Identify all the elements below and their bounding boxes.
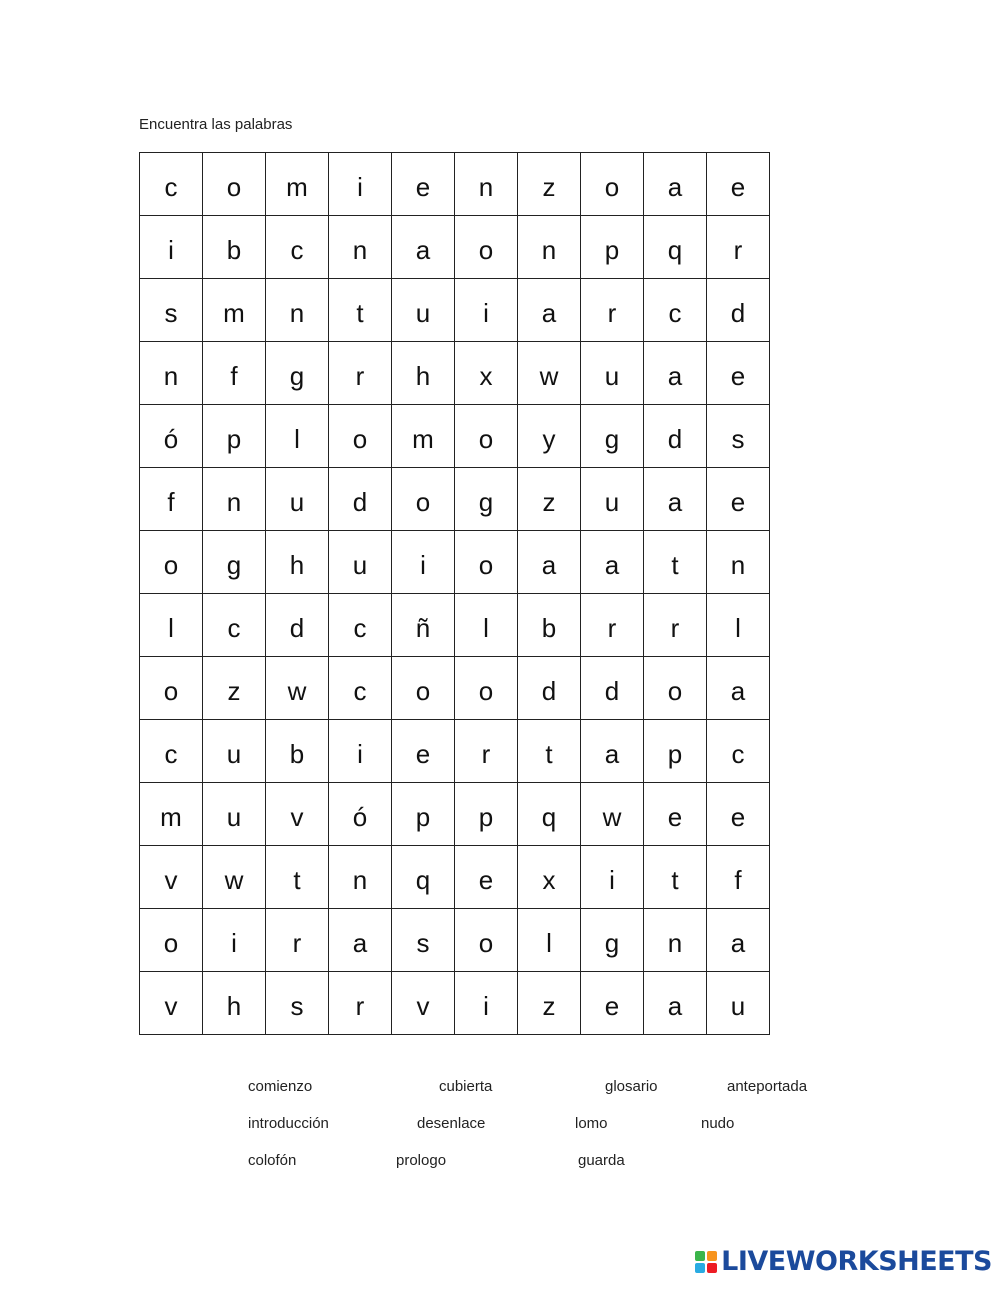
grid-cell[interactable]: c bbox=[329, 594, 392, 657]
word-item: colofón bbox=[248, 1152, 297, 1169]
grid-cell[interactable]: c bbox=[644, 279, 707, 342]
grid-row bbox=[140, 720, 770, 783]
grid-cell[interactable]: ñ bbox=[392, 594, 455, 657]
grid-cell[interactable]: d bbox=[644, 405, 707, 468]
grid-cell[interactable]: e bbox=[707, 468, 770, 531]
grid-cell[interactable]: o bbox=[140, 657, 203, 720]
grid-cell[interactable]: c bbox=[329, 657, 392, 720]
grid-cell[interactable]: g bbox=[455, 468, 518, 531]
grid-cell[interactable]: r bbox=[329, 972, 392, 1035]
grid-cell[interactable]: b bbox=[203, 216, 266, 279]
grid-cell[interactable]: a bbox=[707, 657, 770, 720]
grid-cell[interactable]: n bbox=[266, 279, 329, 342]
grid-cell[interactable]: p bbox=[581, 216, 644, 279]
grid-cell[interactable]: e bbox=[581, 972, 644, 1035]
grid-row bbox=[140, 594, 770, 657]
grid-cell[interactable]: i bbox=[392, 531, 455, 594]
grid-cell[interactable]: u bbox=[329, 531, 392, 594]
grid-cell[interactable]: g bbox=[581, 405, 644, 468]
grid-row bbox=[140, 909, 770, 972]
grid-cell[interactable]: m bbox=[203, 279, 266, 342]
word-item: nudo bbox=[701, 1115, 735, 1132]
grid-cell[interactable]: q bbox=[644, 216, 707, 279]
grid-cell[interactable]: e bbox=[392, 720, 455, 783]
grid-cell[interactable]: d bbox=[518, 657, 581, 720]
grid-cell[interactable]: i bbox=[455, 972, 518, 1035]
grid-cell[interactable]: n bbox=[518, 216, 581, 279]
grid-cell[interactable]: e bbox=[644, 783, 707, 846]
grid-cell[interactable]: w bbox=[581, 783, 644, 846]
grid-cell[interactable]: o bbox=[581, 153, 644, 216]
grid-cell[interactable]: b bbox=[518, 594, 581, 657]
grid-cell[interactable]: h bbox=[203, 972, 266, 1035]
grid-cell[interactable]: v bbox=[392, 972, 455, 1035]
grid-cell[interactable]: z bbox=[518, 972, 581, 1035]
grid-row bbox=[140, 972, 770, 1035]
grid-cell[interactable]: i bbox=[203, 909, 266, 972]
grid-cell[interactable]: i bbox=[140, 216, 203, 279]
grid-row bbox=[140, 468, 770, 531]
grid-cell[interactable]: p bbox=[455, 783, 518, 846]
grid-cell[interactable]: t bbox=[518, 720, 581, 783]
grid-cell[interactable]: x bbox=[518, 846, 581, 909]
grid-cell[interactable]: s bbox=[392, 909, 455, 972]
grid-cell[interactable]: u bbox=[203, 783, 266, 846]
grid-cell[interactable]: a bbox=[518, 279, 581, 342]
word-item: guarda bbox=[578, 1152, 625, 1169]
grid-cell[interactable]: m bbox=[266, 153, 329, 216]
grid-row bbox=[140, 531, 770, 594]
grid-cell[interactable]: e bbox=[707, 342, 770, 405]
grid-cell[interactable]: o bbox=[455, 216, 518, 279]
grid-cell[interactable]: i bbox=[329, 153, 392, 216]
grid-cell[interactable]: c bbox=[140, 720, 203, 783]
grid-cell[interactable]: u bbox=[203, 720, 266, 783]
grid-cell[interactable]: o bbox=[644, 657, 707, 720]
grid-cell[interactable]: q bbox=[518, 783, 581, 846]
grid-cell[interactable]: o bbox=[392, 657, 455, 720]
grid-cell[interactable]: m bbox=[140, 783, 203, 846]
grid-cell[interactable]: o bbox=[455, 909, 518, 972]
grid-cell[interactable]: c bbox=[140, 153, 203, 216]
grid-cell[interactable]: i bbox=[329, 720, 392, 783]
grid-cell[interactable]: g bbox=[266, 342, 329, 405]
grid-cell[interactable]: i bbox=[455, 279, 518, 342]
grid-row bbox=[140, 279, 770, 342]
grid-cell[interactable]: c bbox=[203, 594, 266, 657]
worksheet-title: Encuentra las palabras bbox=[139, 116, 293, 133]
grid-cell[interactable]: f bbox=[707, 846, 770, 909]
grid-cell[interactable]: u bbox=[581, 468, 644, 531]
grid-cell[interactable]: i bbox=[581, 846, 644, 909]
grid-cell[interactable]: e bbox=[707, 153, 770, 216]
grid-cell[interactable]: h bbox=[266, 531, 329, 594]
grid-cell[interactable]: t bbox=[644, 846, 707, 909]
grid-cell[interactable]: l bbox=[140, 594, 203, 657]
grid-cell[interactable]: v bbox=[140, 846, 203, 909]
word-item: introducción bbox=[248, 1115, 329, 1132]
grid-cell[interactable]: m bbox=[392, 405, 455, 468]
grid-cell[interactable]: u bbox=[266, 468, 329, 531]
grid-cell[interactable]: t bbox=[644, 531, 707, 594]
grid-cell[interactable]: x bbox=[455, 342, 518, 405]
grid-cell[interactable]: f bbox=[140, 468, 203, 531]
grid-cell[interactable]: p bbox=[392, 783, 455, 846]
grid-cell[interactable]: r bbox=[266, 909, 329, 972]
grid-cell[interactable]: e bbox=[707, 783, 770, 846]
grid-cell[interactable]: r bbox=[644, 594, 707, 657]
grid-cell[interactable]: n bbox=[329, 846, 392, 909]
grid-row bbox=[140, 846, 770, 909]
grid-cell[interactable]: g bbox=[581, 909, 644, 972]
grid-cell[interactable]: u bbox=[581, 342, 644, 405]
logo-text: LIVEWORKSHEETS bbox=[721, 1246, 992, 1277]
word-item: cubierta bbox=[439, 1078, 493, 1095]
grid-cell[interactable]: l bbox=[707, 594, 770, 657]
word-search-grid bbox=[139, 152, 770, 1035]
grid-cell[interactable]: h bbox=[392, 342, 455, 405]
grid-cell[interactable]: a bbox=[329, 909, 392, 972]
grid-cell[interactable]: c bbox=[707, 720, 770, 783]
grid-cell[interactable]: l bbox=[455, 594, 518, 657]
grid-cell[interactable]: a bbox=[644, 468, 707, 531]
grid-cell[interactable]: d bbox=[266, 594, 329, 657]
grid-row bbox=[140, 342, 770, 405]
grid-cell[interactable]: n bbox=[707, 531, 770, 594]
grid-cell[interactable]: o bbox=[329, 405, 392, 468]
grid-cell[interactable]: w bbox=[266, 657, 329, 720]
grid-cell[interactable]: a bbox=[644, 342, 707, 405]
grid-cell[interactable]: w bbox=[203, 846, 266, 909]
grid-cell[interactable]: ó bbox=[329, 783, 392, 846]
grid-cell[interactable]: a bbox=[644, 153, 707, 216]
grid-cell[interactable]: y bbox=[518, 405, 581, 468]
grid-cell[interactable]: o bbox=[455, 405, 518, 468]
word-item: desenlace bbox=[417, 1115, 486, 1132]
grid-cell[interactable]: n bbox=[644, 909, 707, 972]
liveworksheets-logo bbox=[695, 1246, 992, 1277]
grid-cell[interactable]: p bbox=[644, 720, 707, 783]
grid-cell[interactable]: r bbox=[707, 216, 770, 279]
word-item: glosario bbox=[605, 1078, 658, 1095]
grid-cell[interactable]: r bbox=[581, 279, 644, 342]
word-item: prologo bbox=[396, 1152, 447, 1169]
grid-cell[interactable]: z bbox=[203, 657, 266, 720]
grid-cell[interactable]: e bbox=[392, 153, 455, 216]
grid-cell[interactable]: r bbox=[581, 594, 644, 657]
grid-cell[interactable]: d bbox=[707, 279, 770, 342]
word-item: anteportada bbox=[727, 1078, 808, 1095]
grid-cell[interactable]: a bbox=[581, 720, 644, 783]
grid-cell[interactable]: n bbox=[203, 468, 266, 531]
grid-cell[interactable]: a bbox=[581, 531, 644, 594]
grid-cell[interactable]: a bbox=[707, 909, 770, 972]
word-item: lomo bbox=[575, 1115, 608, 1132]
grid-cell[interactable]: n bbox=[329, 216, 392, 279]
grid-cell[interactable]: w bbox=[518, 342, 581, 405]
grid-cell[interactable]: f bbox=[203, 342, 266, 405]
grid-row bbox=[140, 216, 770, 279]
grid-cell[interactable]: o bbox=[392, 468, 455, 531]
grid-row bbox=[140, 405, 770, 468]
grid-cell[interactable]: v bbox=[140, 972, 203, 1035]
grid-cell[interactable]: z bbox=[518, 153, 581, 216]
grid-cell[interactable]: s bbox=[266, 972, 329, 1035]
grid-cell[interactable]: d bbox=[329, 468, 392, 531]
grid-cell[interactable]: s bbox=[140, 279, 203, 342]
grid-row bbox=[140, 783, 770, 846]
grid-cell[interactable]: ó bbox=[140, 405, 203, 468]
grid-cell[interactable]: p bbox=[203, 405, 266, 468]
grid-cell[interactable]: o bbox=[455, 657, 518, 720]
grid-cell[interactable]: a bbox=[518, 531, 581, 594]
grid-cell[interactable]: n bbox=[455, 153, 518, 216]
word-item: comienzo bbox=[248, 1078, 313, 1095]
logo-blocks-icon bbox=[695, 1251, 717, 1273]
grid-cell[interactable]: g bbox=[203, 531, 266, 594]
grid-cell[interactable]: t bbox=[266, 846, 329, 909]
grid-cell[interactable]: d bbox=[581, 657, 644, 720]
grid-cell[interactable]: o bbox=[140, 531, 203, 594]
grid-cell[interactable]: b bbox=[266, 720, 329, 783]
grid-cell[interactable]: o bbox=[203, 153, 266, 216]
grid-cell[interactable]: q bbox=[392, 846, 455, 909]
grid-cell[interactable]: a bbox=[392, 216, 455, 279]
grid-cell[interactable]: v bbox=[266, 783, 329, 846]
grid-cell[interactable]: e bbox=[455, 846, 518, 909]
grid-cell[interactable]: r bbox=[455, 720, 518, 783]
grid-row bbox=[140, 153, 770, 216]
grid-cell[interactable]: u bbox=[707, 972, 770, 1035]
grid-cell[interactable]: u bbox=[392, 279, 455, 342]
grid-cell[interactable]: c bbox=[266, 216, 329, 279]
grid-cell[interactable]: l bbox=[266, 405, 329, 468]
grid-cell[interactable]: t bbox=[329, 279, 392, 342]
grid-cell[interactable]: r bbox=[329, 342, 392, 405]
grid-cell[interactable]: s bbox=[707, 405, 770, 468]
grid-cell[interactable]: n bbox=[140, 342, 203, 405]
grid-cell[interactable]: o bbox=[455, 531, 518, 594]
grid-cell[interactable]: a bbox=[644, 972, 707, 1035]
grid-cell[interactable]: z bbox=[518, 468, 581, 531]
grid-cell[interactable]: o bbox=[140, 909, 203, 972]
grid-row bbox=[140, 657, 770, 720]
grid-cell[interactable]: l bbox=[518, 909, 581, 972]
